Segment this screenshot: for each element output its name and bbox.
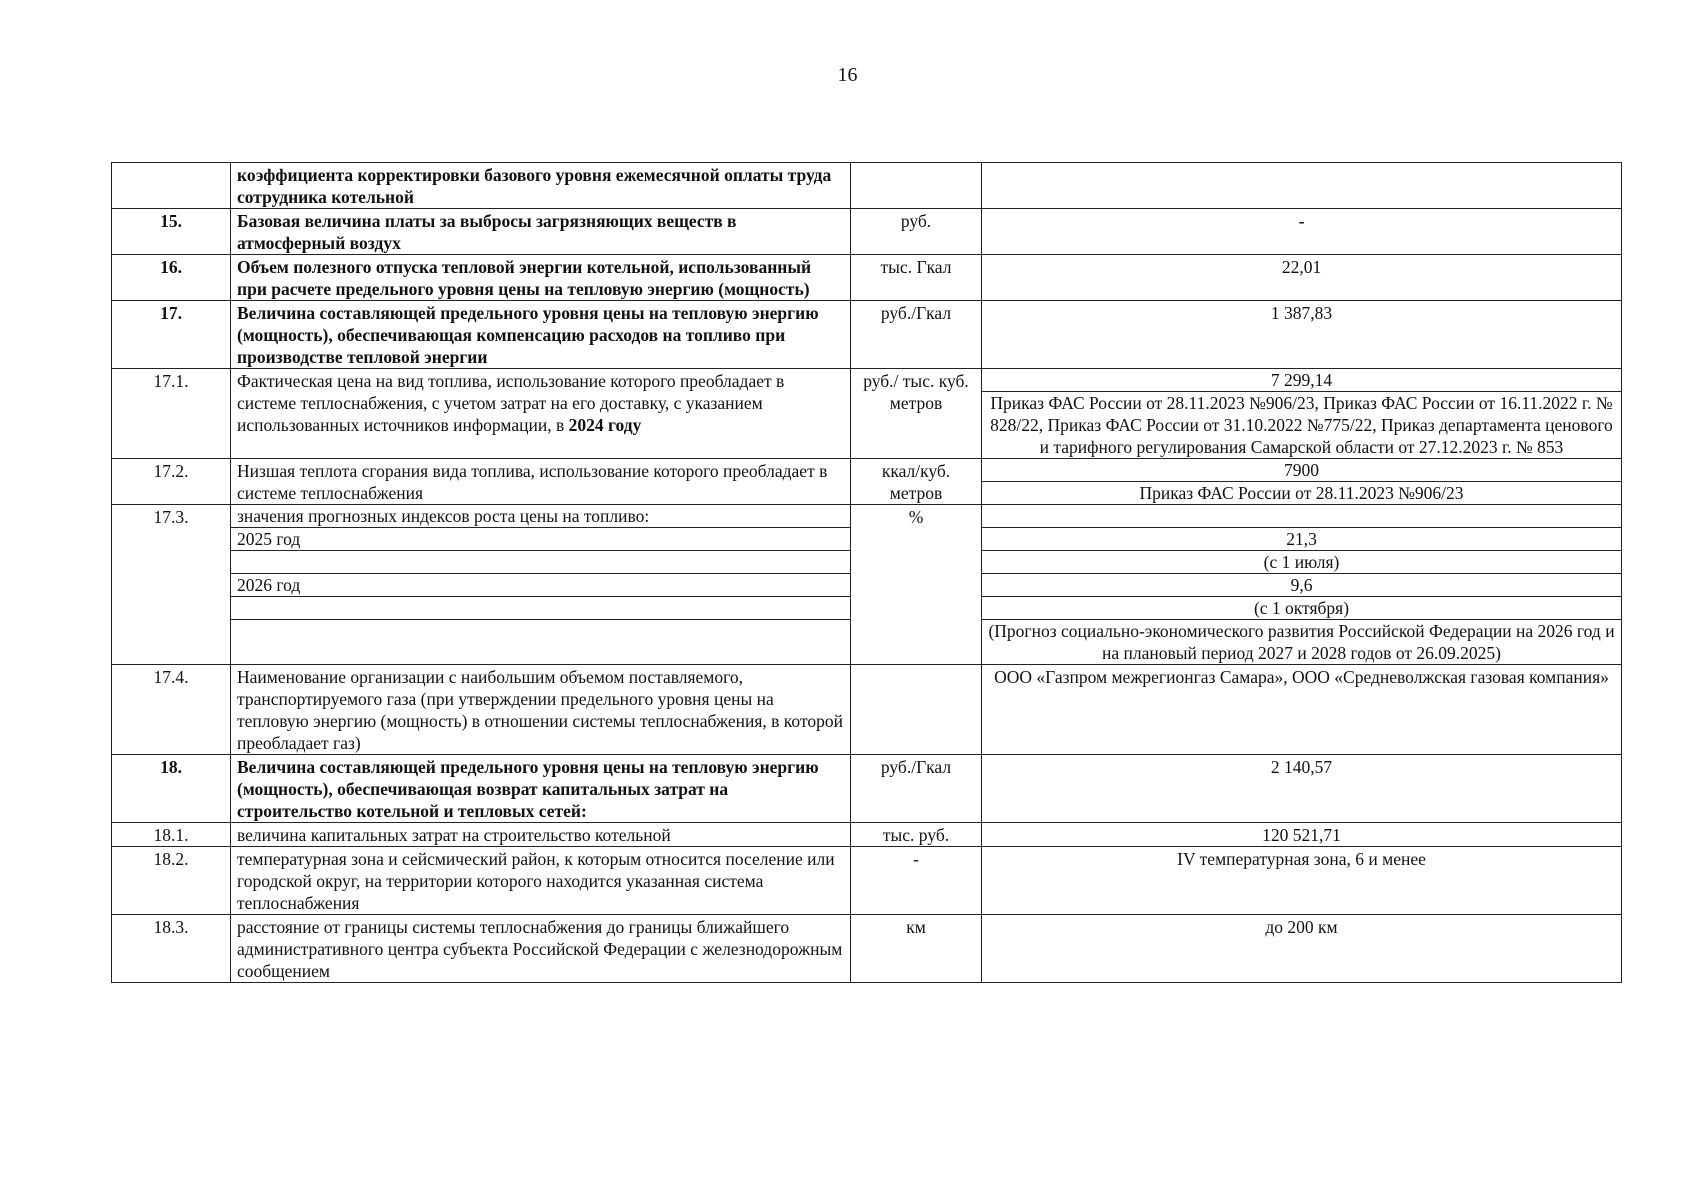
row-number: 18.2. — [112, 847, 231, 915]
row-description: коэффициента корректировки базового уровня ежемесячной оплаты труда сотрудника котельной — [231, 163, 851, 209]
row-value-source: Приказ ФАС России от 28.11.2023 №906/23 — [1139, 483, 1464, 503]
row-value-group — [982, 505, 1622, 665]
forecast-empty-line — [231, 597, 850, 620]
row-description: температурная зона и сейсмический район, к которым относится поселение или городской округ, на территории которого находится указанная система теплоснабжения — [231, 847, 851, 915]
row-number: 17. — [112, 301, 231, 369]
row-value: до 200 км — [982, 915, 1622, 983]
row-description: величина капитальных затрат на строительство котельной — [231, 823, 851, 847]
row-number: 17.3. — [112, 505, 231, 665]
table-row — [112, 915, 1622, 983]
table-row — [112, 823, 1622, 847]
forecast-empty-line — [231, 620, 850, 642]
row-number: 15. — [112, 209, 231, 255]
row-value: IV температурная зона, 6 и менее — [982, 847, 1622, 915]
table-row — [112, 209, 1622, 255]
row-unit: - — [851, 847, 982, 915]
forecast-start-2025: (с 1 июля) — [982, 551, 1621, 574]
forecast-source: (Прогноз социально-экономического развития Российской Федерации на 2026 год и на плановый период 2027 и 2028 годов от 26.09.2025) — [988, 621, 1615, 663]
table-row — [112, 163, 1622, 209]
row-unit: км — [851, 915, 982, 983]
table-row — [112, 665, 1622, 755]
table-row — [112, 755, 1622, 823]
row-unit — [851, 665, 982, 755]
row-description-year: 2024 году — [568, 415, 642, 435]
table-row — [112, 369, 1622, 459]
row-value: 7 299,14 — [982, 369, 1621, 392]
row-value: ООО «Газпром межрегионгаз Самара», ООО «Средневолжская газовая компания» — [982, 665, 1622, 755]
page-number: 16 — [837, 64, 858, 86]
forecast-year-2026: 2026 год — [231, 574, 850, 597]
row-description: Наименование организации с наибольшим объемом поставляемого, транспортируемого газа (при утверждении предельного уровня цены на тепловую энергию (мощность) в отношении системы теплоснабжения, в которой преобладает газ) — [231, 665, 851, 755]
row-value-group — [982, 369, 1622, 459]
row-description-text: Фактическая цена на вид топлива, использование которого преобладает в системе теплоснабжения, с учетом затрат на его доставку, с указанием использованных источников информации, в — [237, 371, 785, 435]
tariff-parameters-table — [111, 162, 1622, 983]
row-description: Базовая величина платы за выбросы загрязняющих веществ в атмосферный воздух — [231, 209, 851, 255]
table-row — [112, 301, 1622, 369]
row-number: 17.1. — [112, 369, 231, 459]
row-description: Объем полезного отпуска тепловой энергии котельной, использованный при расчете предельного уровня цены на тепловую энергию (мощность) — [231, 255, 851, 301]
row-description — [231, 369, 851, 459]
row-description: Низшая теплота сгорания вида топлива, использование которого преобладает в системе теплоснабжения — [231, 459, 851, 505]
row-unit: тыс. руб. — [851, 823, 982, 847]
row-value — [982, 163, 1622, 209]
forecast-empty-line — [982, 505, 1621, 528]
forecast-value-2025: 21,3 — [982, 528, 1621, 551]
row-value: 7900 — [982, 459, 1621, 482]
row-unit: ккал/куб. метров — [851, 459, 982, 505]
row-unit: руб. — [851, 209, 982, 255]
row-value-group — [982, 459, 1622, 505]
row-value: 120 521,71 — [982, 823, 1622, 847]
row-number — [112, 163, 231, 209]
forecast-empty-line — [231, 551, 850, 574]
row-unit: руб./ тыс. куб. метров — [851, 369, 982, 459]
row-number: 18.3. — [112, 915, 231, 983]
row-unit: тыс. Гкал — [851, 255, 982, 301]
row-description: значения прогнозных индексов роста цены на топливо: — [231, 505, 850, 528]
row-unit — [851, 163, 982, 209]
row-unit: руб./Гкал — [851, 301, 982, 369]
table-row — [112, 255, 1622, 301]
row-description-group — [231, 505, 851, 665]
row-description: Величина составляющей предельного уровня цены на тепловую энергию (мощность), обеспечивающая компенсацию расходов на топливо при производстве тепловой энергии — [231, 301, 851, 369]
row-number: 18.1. — [112, 823, 231, 847]
row-unit: % — [851, 505, 982, 665]
row-value: 2 140,57 — [982, 755, 1622, 823]
row-value-source: Приказ ФАС России от 28.11.2023 №906/23, Приказ ФАС России от 16.11.2022 г. № 828/22, Приказ ФАС России от 31.10.2022 №775/22, Приказ департамента ценового и тарифного регулирования Самарской области от 27.12.2023 г. № 853 — [990, 393, 1613, 457]
row-value: 1 387,83 — [982, 301, 1622, 369]
row-value: 22,01 — [982, 255, 1622, 301]
forecast-year-2025: 2025 год — [231, 528, 850, 551]
row-description: Величина составляющей предельного уровня цены на тепловую энергию (мощность), обеспечивающая возврат капитальных затрат на строительство котельной и тепловых сетей: — [231, 755, 851, 823]
table-row — [112, 505, 1622, 665]
table-row — [112, 459, 1622, 505]
row-value: - — [982, 209, 1622, 255]
row-number: 17.2. — [112, 459, 231, 505]
row-number: 16. — [112, 255, 231, 301]
row-description: расстояние от границы системы теплоснабжения до границы ближайшего административного центра субъекта Российской Федерации с железнодорожным сообщением — [231, 915, 851, 983]
row-number: 17.4. — [112, 665, 231, 755]
row-number: 18. — [112, 755, 231, 823]
row-unit: руб./Гкал — [851, 755, 982, 823]
forecast-start-2026: (с 1 октября) — [982, 597, 1621, 620]
table-row — [112, 847, 1622, 915]
forecast-value-2026: 9,6 — [982, 574, 1621, 597]
